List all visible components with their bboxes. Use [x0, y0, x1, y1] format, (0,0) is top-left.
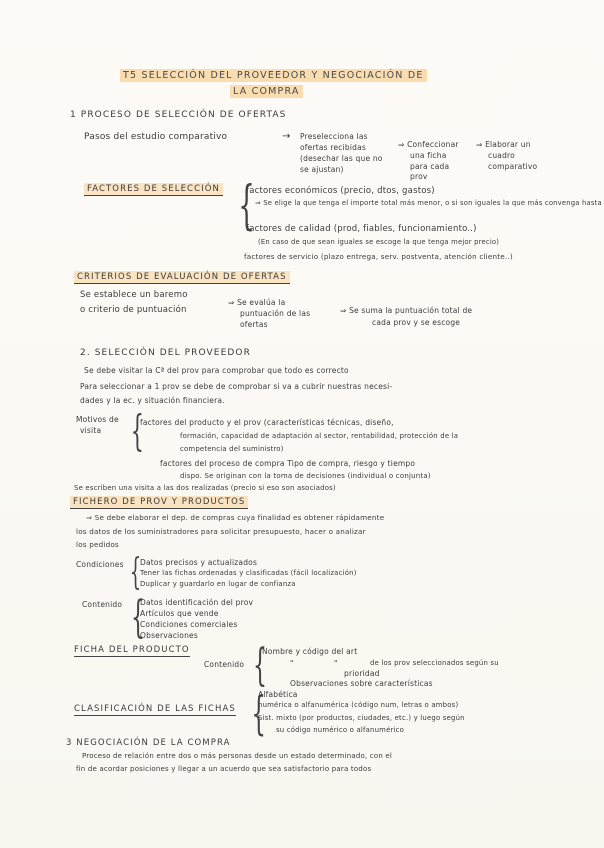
fichero-condiciones-label: Condiciones [76, 560, 124, 569]
ficha-line-2b: prioridad [344, 669, 380, 678]
ficha-line-2: de los prov seleccionados según su [370, 659, 499, 667]
estudio-step-2b: una ficha [410, 151, 447, 160]
condicion-2: Tener las fichas ordenadas y clasificadas (fácil localización) [140, 569, 357, 577]
ficha-brace-icon: { [253, 640, 267, 691]
criterios-heading-text: CRITERIOS DE EVALUACIÓN DE OFERTAS [74, 271, 290, 284]
clasif-brace-icon: { [251, 686, 266, 740]
fichero-p1: ⇒ Se debe elaborar el dep. de compras cuya finalidad es obtener rápidamente [86, 513, 385, 522]
criterios-step-3b: cada prov y se escoge [372, 318, 461, 327]
ficha-line-1: Nombre y código del art [262, 647, 358, 656]
estudio-arrow: → [282, 131, 291, 142]
ficha-ditto-2: " [334, 659, 338, 668]
estudio-step-1b: ofertas recibidas [300, 143, 367, 152]
condiciones-brace-icon: { [129, 552, 142, 593]
criterios-step-2c: ofertas [240, 320, 268, 329]
clasif-line-1: Alfabética [258, 690, 298, 699]
clasif-line-2: numérica o alfanumérica (código num, letras o ambos) [258, 701, 459, 709]
seleccion-p2a: Para seleccionar a 1 prov se debe de comprobar si va a cubrir nuestras necesi- [80, 382, 393, 391]
motivos-label-a: Motivos de [76, 415, 119, 424]
title-text-2: LA COMPRA [230, 85, 303, 98]
ficha-contenido-label: Contenido [204, 660, 245, 669]
clasif-heading-text: CLASIFICACIÓN DE LAS FICHAS [74, 704, 236, 714]
seleccion-p1: Se debe visitar la Cª del prov para comprobar que todo es correcto [84, 366, 349, 375]
contenido-4: Observaciones [140, 631, 198, 640]
section-2-heading: 2. SELECCIÓN DEL PROVEEDOR [80, 348, 251, 358]
ficha-ditto-1: " [290, 659, 294, 668]
contenido-brace-icon: { [131, 592, 145, 643]
factores-brace-icon: { [238, 176, 255, 236]
fichero-contenido-label: Contenido [82, 600, 123, 609]
estudio-step-2a: ⇒ Confeccionar [398, 140, 459, 149]
title-line-2 [230, 86, 303, 97]
estudio-step-1a: Preselecciona las [300, 132, 368, 141]
motivo-producto: factores del producto y el prov (características técnicas, diseño, [140, 418, 394, 427]
motivo-proceso: factores del proceso de compra Tipo de compra, riesgo y tiempo [160, 459, 416, 468]
contenido-1: Datos identificación del prov [140, 598, 254, 607]
factor-calidad: factores de calidad (prod, fiables, funcionamiento..) [246, 224, 477, 234]
estudio-step-1d: se ajustan) [300, 165, 344, 174]
fichero-p2: los datos de los suministradores para solicitar presupuesto, hacer o analizar [76, 527, 366, 536]
criterios-line-2: o criterio de puntuación [80, 305, 187, 315]
clasif-heading [74, 704, 236, 714]
factor-servicio: factores de servicio (plazo entrega, serv. postventa, atención cliente..) [244, 252, 513, 261]
factores-heading [84, 184, 223, 194]
contenido-2: Artículos que vende [140, 609, 219, 618]
criterios-heading [74, 272, 290, 282]
fichero-p3: los pedidos [76, 540, 119, 549]
criterios-line-1: Se establece un baremo [80, 290, 188, 300]
estudio-step-1c: (desechar las que no [300, 154, 383, 163]
estudio-label: Pasos del estudio comparativo [84, 132, 228, 142]
fichero-heading [70, 497, 248, 507]
motivos-brace-icon: { [130, 406, 145, 455]
motivo-proceso-b: dispo. Se originan con la toma de decisiones (individual o conjunta) [180, 472, 431, 480]
fichero-heading-text: FICHERO DE PROV Y PRODUCTOS [70, 496, 248, 509]
motivo-producto-c: competencia del suministro) [180, 445, 284, 453]
contenido-3: Condiciones comerciales [140, 620, 238, 629]
ficha-heading-text: FICHA DEL PRODUCTO [74, 645, 190, 655]
factores-heading-text: FACTORES DE SELECCIÓN [84, 183, 223, 196]
estudio-step-2c: para cada [410, 162, 450, 171]
ficha-line-3: Observaciones sobre características [290, 679, 433, 688]
estudio-step-2d: prov [410, 172, 428, 181]
condicion-1: Datos precisos y actualizados [140, 558, 258, 567]
factor-economico: factores económicos (precio, dtos, gastos) [246, 186, 435, 196]
clasif-line-4: su código numérico o alfanumérico [276, 726, 405, 734]
seleccion-p2b: dades y la ec. y situación financiera. [80, 396, 225, 405]
title-text-1: T5 SELECCIÓN DEL PROVEEDOR Y NEGOCIACIÓN DE [120, 69, 427, 82]
motivo-visita-note: Se escriben una visita a las dos realizadas (precio si eso son asociados) [74, 484, 336, 492]
estudio-step-3a: ⇒ Elaborar un [476, 140, 531, 149]
negociacion-line-1: Proceso de relación entre dos o más personas desde un estado determinado, con el [82, 752, 393, 760]
condicion-3: Duplicar y guardarlo en lugar de confianza [140, 580, 296, 588]
ficha-heading [74, 645, 190, 655]
motivo-producto-b: formación, capacidad de adaptación al sector, rentabilidad, protección de la [180, 432, 459, 440]
factor-calidad-note: (En caso de que sean iguales se escoge la que tenga mejor precio) [258, 238, 500, 246]
criterios-step-2b: puntuación de las [240, 309, 311, 318]
estudio-step-3c: comparativo [488, 162, 538, 171]
title-line-1 [120, 70, 427, 81]
criterios-step-2a: ⇒ Se evalúa la [228, 298, 286, 307]
factor-economico-note: ⇒ Se elige la que tenga el importe total más menor, o si son iguales la que más convenga hasta [255, 199, 602, 207]
motivos-label-b: visita [80, 426, 102, 435]
clasif-line-3: Sist. mixto (por productos, ciudades, etc.) y luego según [258, 714, 465, 722]
criterios-step-3a: ⇒ Se suma la puntuación total de [340, 306, 473, 315]
section-1-heading: 1 PROCESO DE SELECCIÓN DE OFERTAS [70, 110, 287, 120]
negociacion-line-2: fin de acordar posiciones y llegar a un acuerdo que sea satisfactorio para todos [76, 765, 372, 773]
estudio-step-3b: cuadro [488, 151, 515, 160]
section-3-heading: 3 NEGOCIACIÓN DE LA COMPRA [66, 738, 231, 748]
